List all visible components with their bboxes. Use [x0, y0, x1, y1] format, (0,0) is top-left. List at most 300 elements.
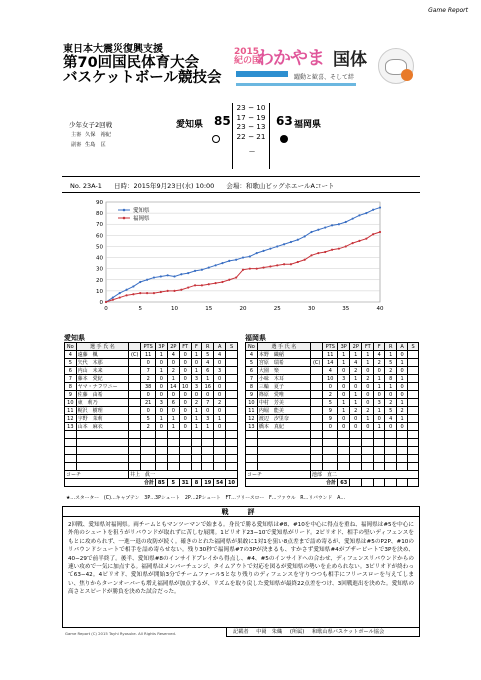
- table-cell: [191, 455, 202, 463]
- table-cell: 橋本 真紀: [257, 423, 310, 431]
- table-cell: 0: [350, 383, 362, 391]
- table-cell: [76, 447, 128, 455]
- table-cell: [257, 447, 310, 455]
- table-cell: [214, 455, 226, 463]
- table-cell: 0: [362, 383, 374, 391]
- table-cell: [76, 463, 128, 471]
- table-cell: 1: [397, 375, 408, 383]
- table-cell: (C): [129, 351, 141, 359]
- event-title: [63, 45, 233, 86]
- y-tick-label: 20: [96, 277, 103, 284]
- table-cell: 5: [385, 407, 397, 415]
- table-cell: 0: [155, 391, 167, 399]
- table-cell: [323, 439, 338, 447]
- table-cell: 1: [397, 359, 408, 367]
- table-cell: [179, 431, 191, 439]
- data-point: [249, 255, 251, 257]
- writer: [226, 628, 420, 637]
- table-cell: 1: [214, 415, 226, 423]
- table-cell: 0: [167, 359, 179, 367]
- data-point: [345, 245, 347, 247]
- data-point: [372, 233, 374, 235]
- table-cell: 2: [362, 375, 374, 383]
- table-cell: 矢代 木那: [76, 359, 128, 367]
- quarter-3: 23 − 13: [236, 122, 266, 131]
- table-cell: [226, 415, 238, 423]
- table-row: [246, 375, 419, 383]
- data-point: [146, 279, 148, 281]
- table-cell: 16: [202, 383, 214, 391]
- table-cell: [155, 463, 167, 471]
- data-point: [215, 282, 217, 284]
- table-cell: [141, 463, 156, 471]
- table-cell: [374, 455, 385, 463]
- table-cell: [362, 447, 374, 455]
- data-point: [379, 206, 381, 208]
- table-row: [65, 431, 238, 439]
- table-cell: [226, 383, 238, 391]
- table-cell: [226, 359, 238, 367]
- table-cell: 0: [141, 407, 156, 415]
- table-cell: 0: [179, 359, 191, 367]
- table-cell: [202, 431, 214, 439]
- table-cell: 0: [214, 391, 226, 399]
- column-header: PTS: [141, 343, 156, 351]
- table-cell: 本野 織稲: [257, 351, 310, 359]
- table-header-row: [65, 343, 238, 351]
- data-point: [125, 294, 127, 296]
- column-header: 3P: [338, 343, 350, 351]
- team-b-name: 福岡県: [294, 120, 322, 130]
- table-cell: 5: [202, 351, 214, 359]
- table-cell: [310, 415, 323, 423]
- data-point: [119, 296, 121, 298]
- table-cell: 1: [155, 351, 167, 359]
- table-cell: 7: [141, 367, 156, 375]
- table-cell: [408, 367, 419, 375]
- table-cell: 1: [374, 407, 385, 415]
- table-cell: [246, 463, 258, 471]
- table-cell: 内堀 能美: [257, 407, 310, 415]
- table-cell: 1: [397, 415, 408, 423]
- table-row: [65, 447, 238, 455]
- table-cell: [179, 463, 191, 471]
- table-cell: 0: [214, 407, 226, 415]
- total-row: [246, 479, 419, 487]
- table-row: [246, 463, 419, 471]
- table-cell: 0: [338, 423, 350, 431]
- column-header: S: [408, 343, 419, 351]
- table-cell: [257, 463, 310, 471]
- table-row: [65, 407, 238, 415]
- table-cell: 0: [374, 367, 385, 375]
- table-cell: [362, 439, 374, 447]
- coach-row: [65, 471, 238, 479]
- column-header: F: [374, 343, 385, 351]
- table-row: [246, 359, 419, 367]
- column-header: R: [202, 343, 214, 351]
- table-cell: 3: [191, 375, 202, 383]
- table-cell: 11: [141, 351, 156, 359]
- table-cell: 0: [350, 415, 362, 423]
- table-cell: 1: [202, 423, 214, 431]
- table-cell: 13: [65, 423, 77, 431]
- table-cell: [385, 463, 397, 471]
- table-cell: 0: [362, 367, 374, 375]
- quarter-scores: [232, 103, 270, 169]
- coach-label: コーチ: [246, 471, 311, 479]
- game-info: [70, 181, 344, 190]
- table-cell: [374, 463, 385, 471]
- data-point: [194, 284, 196, 286]
- table-cell: [310, 367, 323, 375]
- basketball-icon: [401, 69, 413, 81]
- quarter-1: 23 − 10: [236, 103, 266, 112]
- table-cell: 0: [214, 383, 226, 391]
- report-tag: Game Report: [428, 7, 468, 14]
- column-header: F: [191, 343, 202, 351]
- table-cell: 4: [350, 359, 362, 367]
- table-cell: 中村 芳美: [257, 399, 310, 407]
- table-cell: 1: [374, 423, 385, 431]
- table-cell: 1: [191, 415, 202, 423]
- x-tick-label: 35: [342, 306, 350, 312]
- table-cell: [246, 447, 258, 455]
- table-cell: 4: [323, 367, 338, 375]
- table-cell: [129, 447, 141, 455]
- data-point: [345, 221, 347, 223]
- data-point: [125, 289, 127, 291]
- table-cell: 4: [374, 351, 385, 359]
- table-row: [65, 351, 238, 359]
- game-venue: 会場：和歌山ビッグホエールAコート: [226, 182, 335, 190]
- table-cell: 1: [350, 399, 362, 407]
- data-point: [173, 275, 175, 277]
- table-header-row: [246, 343, 419, 351]
- table-cell: 0: [202, 407, 214, 415]
- table-cell: 1: [191, 367, 202, 375]
- table-cell: [397, 439, 408, 447]
- table-cell: 10: [65, 399, 77, 407]
- table-cell: 4: [214, 351, 226, 359]
- table-cell: [310, 375, 323, 383]
- table-cell: 2: [141, 375, 156, 383]
- coach-row: [246, 471, 419, 479]
- table-cell: 1: [191, 407, 202, 415]
- y-tick-label: 40: [96, 255, 103, 262]
- column-header: FT: [179, 343, 191, 351]
- table-cell: 4: [385, 415, 397, 423]
- table-row: [246, 415, 419, 423]
- table-cell: [350, 447, 362, 455]
- table-cell: [257, 439, 310, 447]
- table-cell: 0: [362, 423, 374, 431]
- data-point: [256, 268, 258, 270]
- table-cell: [385, 447, 397, 455]
- data-point: [324, 251, 326, 253]
- data-point: [228, 279, 230, 281]
- data-point: [358, 240, 360, 242]
- table-cell: [338, 439, 350, 447]
- score-progress-chart: [84, 198, 390, 320]
- table-cell: 1: [338, 407, 350, 415]
- column-header: A: [397, 343, 408, 351]
- data-point: [167, 274, 169, 276]
- column-header: [129, 343, 141, 351]
- table-cell: [323, 447, 338, 455]
- table-cell: 0: [338, 391, 350, 399]
- table-cell: [408, 375, 419, 383]
- x-tick-label: 15: [205, 306, 213, 312]
- table-cell: [374, 439, 385, 447]
- legend-marker: [123, 209, 126, 212]
- mascot-icon: [378, 48, 414, 84]
- data-point: [317, 229, 319, 231]
- table-cell: 2: [191, 399, 202, 407]
- table-cell: 2: [362, 407, 374, 415]
- table-cell: [202, 447, 214, 455]
- data-point: [139, 292, 141, 294]
- table-cell: [129, 463, 141, 471]
- table-cell: [323, 431, 338, 439]
- quarter-4: 22 − 21: [236, 131, 266, 141]
- data-point: [160, 291, 162, 293]
- data-point: [208, 266, 210, 268]
- column-header: 2P: [167, 343, 179, 351]
- table-cell: 14: [323, 359, 338, 367]
- table-cell: 11: [65, 407, 77, 415]
- writer-label: 記載者: [233, 629, 249, 635]
- table-cell: [167, 431, 179, 439]
- table-cell: 1: [374, 383, 385, 391]
- table-cell: 0: [338, 367, 350, 375]
- umpire: 副審 生島 匡: [71, 142, 106, 148]
- table-cell: [226, 399, 238, 407]
- total-cell: [385, 479, 397, 487]
- table-cell: 0: [179, 415, 191, 423]
- x-tick-label: 5: [138, 306, 142, 312]
- table-cell: 1: [191, 351, 202, 359]
- x-tick-label: 0: [104, 306, 108, 312]
- copyright: Game Report (C) 2015 Tayhi Ryosuke. All Rights Reserved.: [65, 631, 177, 636]
- table-cell: 遠藤 楓: [76, 351, 128, 359]
- data-point: [324, 226, 326, 228]
- table-cell: 6: [246, 367, 258, 375]
- table-cell: [214, 463, 226, 471]
- table-cell: [155, 439, 167, 447]
- data-point: [331, 224, 333, 226]
- table-cell: [408, 383, 419, 391]
- table-cell: 3: [155, 399, 167, 407]
- data-point: [153, 276, 155, 278]
- column-header: No: [65, 343, 77, 351]
- data-point: [146, 292, 148, 294]
- table-cell: 0: [362, 391, 374, 399]
- table-cell: [362, 463, 374, 471]
- table-cell: [65, 447, 77, 455]
- loss-mark-icon: [280, 135, 288, 143]
- data-point: [235, 259, 237, 261]
- data-point: [194, 270, 196, 272]
- table-cell: [202, 463, 214, 471]
- total-cell: [350, 479, 362, 487]
- table-cell: 渡辺 汐里奈: [257, 415, 310, 423]
- column-header: S: [226, 343, 238, 351]
- overtime-score: —: [249, 148, 255, 155]
- table-cell: (C): [310, 359, 323, 367]
- table-cell: [191, 463, 202, 471]
- table-row: [65, 455, 238, 463]
- table-cell: 0: [191, 359, 202, 367]
- table-cell: ヤマ・ナフワニー: [76, 383, 128, 391]
- table-cell: 1: [191, 423, 202, 431]
- table-cell: 3: [202, 415, 214, 423]
- referee: 主審 久保 裕紀: [71, 132, 111, 138]
- data-point: [283, 263, 285, 265]
- table-cell: 1: [202, 375, 214, 383]
- data-point: [262, 266, 264, 268]
- table-cell: [155, 431, 167, 439]
- total-cell: 19: [202, 479, 214, 487]
- table-cell: [310, 391, 323, 399]
- table-cell: [397, 447, 408, 455]
- data-point: [331, 249, 333, 251]
- data-point: [269, 248, 271, 250]
- table-cell: 0: [167, 391, 179, 399]
- table-cell: 0: [374, 391, 385, 399]
- table-row: [65, 383, 238, 391]
- table-cell: [246, 455, 258, 463]
- table-cell: 0: [385, 391, 397, 399]
- table-cell: 7: [202, 399, 214, 407]
- table-cell: [226, 375, 238, 383]
- data-point: [310, 254, 312, 256]
- table-cell: 0: [202, 391, 214, 399]
- data-point: [317, 252, 319, 254]
- table-cell: 0: [323, 383, 338, 391]
- data-point: [221, 281, 223, 283]
- data-point: [304, 259, 306, 261]
- table-cell: [202, 455, 214, 463]
- table-row: [65, 375, 238, 383]
- table-cell: 10: [246, 399, 258, 407]
- table-cell: 2: [167, 367, 179, 375]
- table-cell: [141, 447, 156, 455]
- table-cell: 12: [65, 415, 77, 423]
- table-cell: [214, 439, 226, 447]
- table-cell: 0: [214, 375, 226, 383]
- data-point: [180, 273, 182, 275]
- table-cell: 0: [397, 423, 408, 431]
- data-point: [365, 238, 367, 240]
- data-point: [153, 292, 155, 294]
- game-round: 少年女子2回戦: [69, 121, 113, 129]
- data-point: [119, 292, 121, 294]
- table-row: [246, 423, 419, 431]
- table-cell: 7: [65, 375, 77, 383]
- data-point: [365, 212, 367, 214]
- table-cell: [350, 463, 362, 471]
- data-point: [112, 299, 114, 301]
- table-cell: 宮原 瑞希: [257, 359, 310, 367]
- data-point: [105, 301, 107, 303]
- table-cell: 11: [246, 407, 258, 415]
- total-cell: 5: [167, 479, 179, 487]
- table-cell: [155, 447, 167, 455]
- table-row: [246, 407, 419, 415]
- table-cell: [310, 455, 323, 463]
- table-cell: [338, 447, 350, 455]
- table-cell: [246, 439, 258, 447]
- table-cell: [310, 383, 323, 391]
- table-cell: [362, 455, 374, 463]
- table-cell: [408, 455, 419, 463]
- table-row: [246, 431, 419, 439]
- table-cell: 0: [179, 407, 191, 415]
- table-cell: 2: [141, 423, 156, 431]
- table-cell: [76, 439, 128, 447]
- table-cell: 6: [167, 399, 179, 407]
- table-cell: 1: [397, 399, 408, 407]
- table-cell: 2: [397, 407, 408, 415]
- table-cell: [129, 383, 141, 391]
- table-cell: 0: [397, 391, 408, 399]
- data-point: [352, 242, 354, 244]
- table-cell: [141, 455, 156, 463]
- data-point: [180, 289, 182, 291]
- table-cell: [408, 407, 419, 415]
- x-tick-label: 20: [239, 306, 247, 312]
- table-cell: 0: [155, 375, 167, 383]
- table-cell: 1: [167, 415, 179, 423]
- data-point: [379, 231, 381, 233]
- table-cell: [397, 463, 408, 471]
- table-cell: [129, 399, 141, 407]
- table-cell: 8: [385, 375, 397, 383]
- table-cell: 0: [155, 407, 167, 415]
- table-cell: [374, 431, 385, 439]
- data-point: [256, 252, 258, 254]
- team-a-score: 85: [214, 114, 231, 128]
- table-cell: 0: [397, 367, 408, 375]
- table-cell: 1: [338, 399, 350, 407]
- table-cell: 2: [385, 399, 397, 407]
- table-cell: 1: [338, 359, 350, 367]
- data-point: [269, 265, 271, 267]
- data-point: [242, 256, 244, 258]
- table-cell: [226, 463, 238, 471]
- column-header: FT: [362, 343, 374, 351]
- table-cell: [408, 447, 419, 455]
- table-cell: [338, 431, 350, 439]
- table-cell: [155, 455, 167, 463]
- data-point: [276, 245, 278, 247]
- table-cell: 0: [338, 415, 350, 423]
- table-cell: 5: [323, 399, 338, 407]
- table-cell: 9: [246, 391, 258, 399]
- table-cell: [385, 455, 397, 463]
- table-cell: [257, 455, 310, 463]
- total-cell: 8: [191, 479, 202, 487]
- column-header: 選 手 氏 名: [76, 343, 128, 351]
- table-cell: [310, 399, 323, 407]
- table-row: [65, 391, 238, 399]
- table-cell: 0: [397, 351, 408, 359]
- table-cell: [310, 439, 323, 447]
- table-cell: 篠原 愛唯: [257, 391, 310, 399]
- table-row: [65, 439, 238, 447]
- table-cell: [191, 447, 202, 455]
